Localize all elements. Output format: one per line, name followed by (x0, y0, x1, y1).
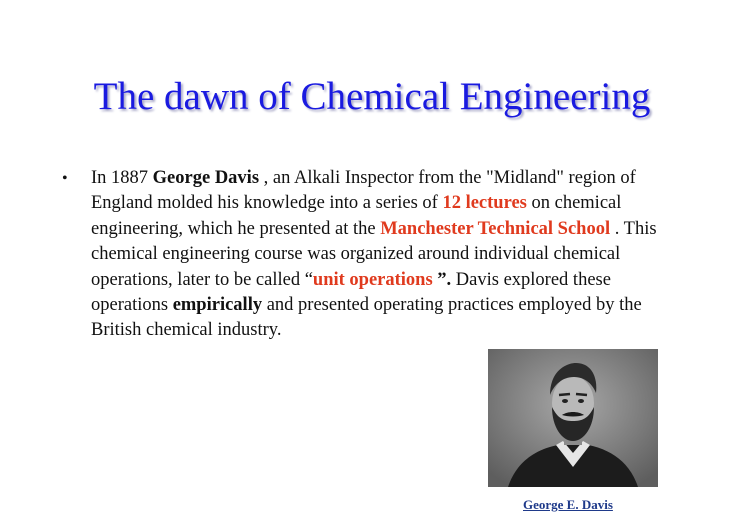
text-segment: on chemical engineering, which he presented at the (91, 193, 622, 239)
text-segment: , an Alkali Inspector from the "Midland" region of England molded his knowledge into a series of (91, 168, 636, 214)
highlight-unit-operations: unit operations (312, 269, 438, 290)
text-segment: In 1887 (91, 168, 153, 188)
bullet-text (91, 166, 682, 344)
highlight-name: George Davis (152, 168, 264, 188)
slide-title: The dawn of Chemical Engineering (93, 75, 651, 118)
portrait-icon (488, 349, 658, 487)
highlight-school: Manchester Technical School (380, 218, 615, 239)
photo-caption-link[interactable]: George E. Davis (523, 497, 613, 512)
text-segment: . This chemical engineering course was organized around individual chemical operations, later to be called “ (91, 218, 657, 290)
highlight-lectures: 12 lectures (442, 193, 532, 214)
text-segment: Davis explored these operations (91, 269, 611, 316)
bullet-marker: • (62, 170, 68, 187)
bullet-item (62, 166, 682, 344)
closing-quote: ”. (437, 269, 452, 290)
portrait-photo (488, 349, 658, 487)
highlight-empirically: empirically (172, 295, 267, 316)
text-segment: and presented operating practices employed by the British chemical industry. (91, 295, 642, 341)
